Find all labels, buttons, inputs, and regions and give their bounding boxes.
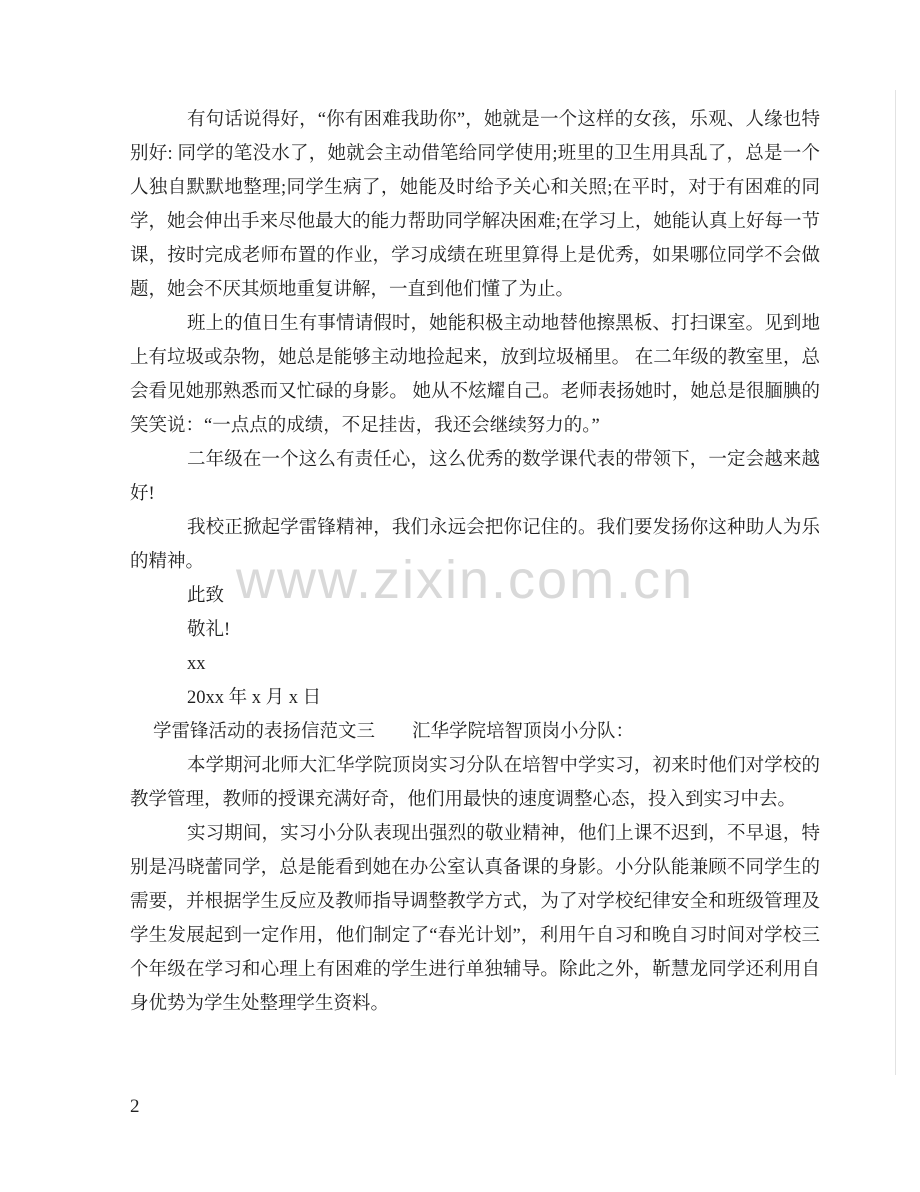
paragraph-internship-intro: 本学期河北师大汇华学院顶岗实习分队在培智中学实习，初来时他们对学校的教学管理，教师的授课充满好奇，他们用最快的速度调整心态，投入到实习中去。 <box>130 756 820 810</box>
paragraph-praise-duties: 班上的值日生有事情请假时，她能积极主动地替他擦黑板、打扫课室。见到地上有垃圾或杂物，她总是能够主动地捡起来，放到垃圾桶里。 在二年级的教室里，总会看见她那熟悉而又忙碌的身影。 她从不炫耀自己。老师表扬她时，她总是很腼腆的笑笑说：“一点点的成绩，不足挂齿，我还会继续努力的。” <box>130 314 820 436</box>
page-number: 2 <box>130 1096 140 1117</box>
closing-signature: xx <box>187 654 206 674</box>
closing-date: 20xx 年 x 月 x 日 <box>187 688 322 708</box>
closing-cizhi: 此致 <box>187 586 225 606</box>
document-content <box>130 103 820 1021</box>
paragraph-internship-performance: 实习期间，实习小分队表现出强烈的敬业精神，他们上课不迟到，不早退，特别是冯晓蕾同学，总是能看到她在办公室认真备课的身影。小分队能兼顾不同学生的需要，并根据学生反应及教师指导调整教学方式，为了对学校纪律安全和班级管理及学生发展起到一定作用，他们制定了“春光计划”，利用午自习和晚自习时间对学校三个年级在学习和心理上有困难的学生进行单独辅导。除此之外，靳慧龙同学还利用自身优势为学生处整理学生资料。 <box>130 824 820 1014</box>
paragraph-leifeng-spirit: 我校正掀起学雷锋精神，我们永远会把你记住的。我们要发扬你这种助人为乐的精神。 <box>130 518 820 572</box>
paragraph-praise-qualities: 有句话说得好，“你有困难我助你”，她就是一个这样的女孩，乐观、人缘也特别好: 同学的笔没水了，她就会主动借笔给同学使用;班里的卫生用具乱了，总是一个人独自默默地整理;同学生病了，她能及时给予关心和关照;在平时，对于有困难的同学，她会伸出手来尽他最大的能力帮助同学解决困难;在学习上，她能认真上好每一节课，按时完成老师布置的作业，学习成绩在班里算得上是优秀，如果哪位同学不会做题，她会不厌其烦地重复讲解，一直到他们懂了为止。 <box>130 110 820 300</box>
watermark-text: www.zixin.com.cn <box>236 550 695 610</box>
page-edge-line <box>895 90 896 1075</box>
closing-salute: 敬礼! <box>187 620 231 640</box>
paragraph-grade-outlook: 二年级在一个这么有责任心，这么优秀的数学课代表的带领下，一定会越来越好! <box>130 450 820 504</box>
section-heading-letter-three: 学雷锋活动的表扬信范文三 汇华学院培智顶岗小分队： <box>153 722 635 742</box>
